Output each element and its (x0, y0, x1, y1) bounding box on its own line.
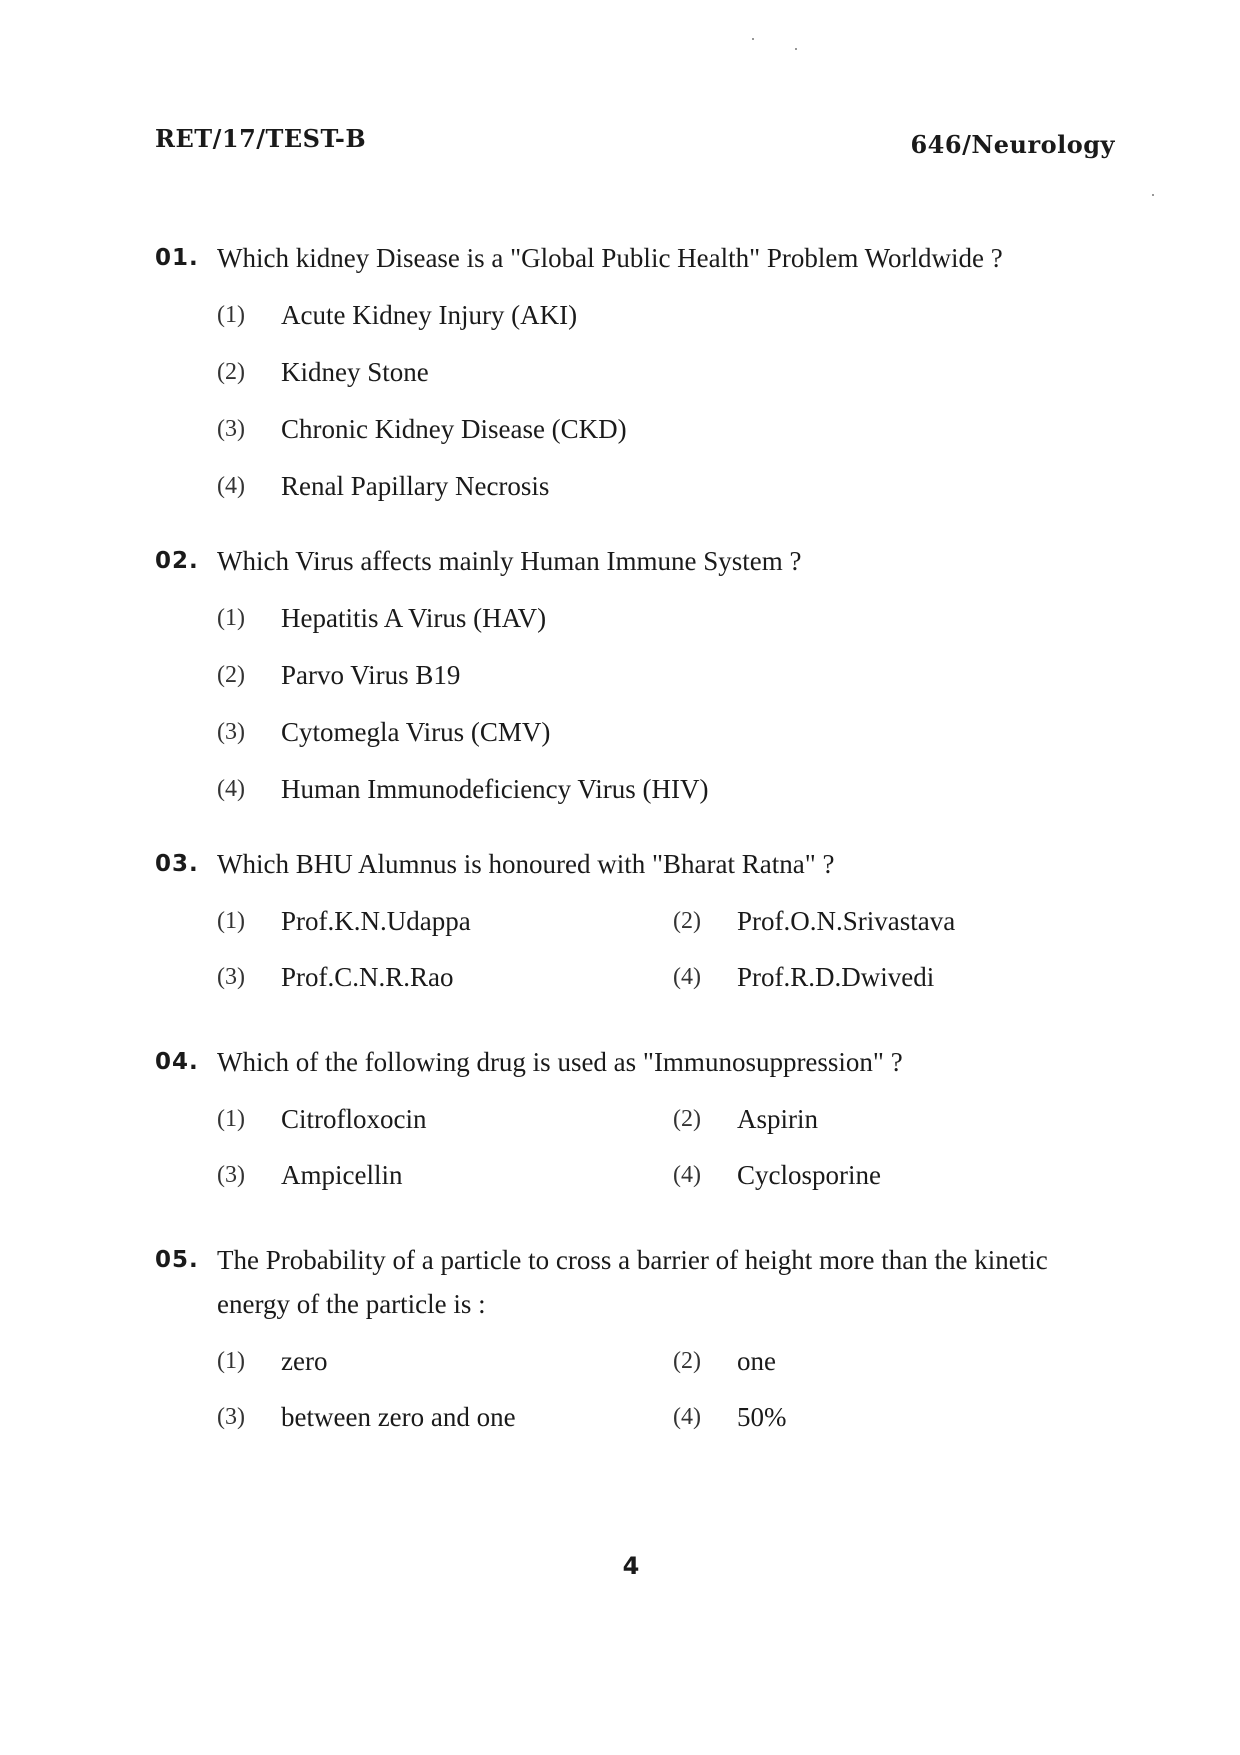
scan-speck (1152, 194, 1154, 196)
question-number: 01. (155, 245, 199, 271)
option-number: (3) (217, 1404, 245, 1430)
question-2 (155, 539, 1115, 812)
answer-option-1 (217, 898, 673, 944)
option-list (155, 595, 1115, 812)
option-number: (1) (217, 1106, 245, 1132)
answer-option-3 (217, 1152, 673, 1198)
option-text: Chronic Kidney Disease (CKD) (281, 414, 627, 444)
scan-speck (752, 38, 754, 40)
question-text: The Probability of a particle to cross a barrier of height more than the kinetic energy of the particle is : (217, 1245, 1048, 1319)
option-number: (2) (217, 662, 245, 688)
answer-option-2 (217, 652, 1115, 698)
answer-option-1 (217, 292, 1115, 338)
option-number: (4) (673, 1162, 701, 1188)
option-text: 50% (737, 1402, 787, 1432)
option-list (155, 1338, 1115, 1450)
option-text: Hepatitis A Virus (HAV) (281, 603, 547, 633)
option-number: (2) (673, 1106, 701, 1132)
question-number: 05. (155, 1247, 199, 1273)
question-text: Which Virus affects mainly Human Immune System ? (217, 546, 802, 576)
option-number: (3) (217, 964, 245, 990)
option-number: (2) (673, 908, 701, 934)
option-text: one (737, 1346, 776, 1376)
answer-option-1 (217, 595, 1115, 641)
option-text: Aspirin (737, 1104, 818, 1134)
question-text: Which of the following drug is used as "Immunosuppression" ? (217, 1047, 903, 1077)
option-number: (3) (217, 719, 245, 745)
answer-option-3 (217, 954, 673, 1000)
answer-option-4 (673, 954, 1115, 1000)
option-number: (1) (217, 908, 245, 934)
option-text: Prof.O.N.Srivastava (737, 906, 956, 936)
page-number: 4 (622, 1552, 640, 1580)
answer-option-2 (673, 1096, 1115, 1142)
question-text: Which kidney Disease is a "Global Public Health" Problem Worldwide ? (217, 243, 1003, 273)
option-number: (1) (217, 302, 245, 328)
option-text: Human Immunodeficiency Virus (HIV) (281, 774, 709, 804)
option-number: (3) (217, 416, 245, 442)
option-text: Kidney Stone (281, 357, 429, 387)
question-number: 03. (155, 851, 199, 877)
option-list (155, 1096, 1115, 1208)
question-3 (155, 842, 1115, 1010)
answer-option-2 (673, 1338, 1115, 1384)
question-stem (155, 539, 1115, 583)
option-text: zero (281, 1346, 328, 1376)
option-text: Prof.C.N.R.Rao (281, 962, 454, 992)
option-number: (3) (217, 1162, 245, 1188)
question-5 (155, 1238, 1115, 1450)
answer-option-2 (217, 349, 1115, 395)
option-number: (4) (217, 473, 245, 499)
question-number: 04. (155, 1049, 199, 1075)
answer-option-3 (217, 1394, 673, 1440)
question-stem (155, 1238, 1115, 1326)
page-header (155, 124, 1115, 164)
question-1 (155, 236, 1115, 509)
option-number: (1) (217, 605, 245, 631)
option-number: (4) (217, 776, 245, 802)
option-text: Citrofloxocin (281, 1104, 427, 1134)
question-stem (155, 842, 1115, 886)
question-stem (155, 1040, 1115, 1084)
answer-option-1 (217, 1338, 673, 1384)
answer-option-4 (217, 766, 1115, 812)
option-text: Ampicellin (281, 1160, 403, 1190)
option-list (155, 898, 1115, 1010)
question-text: Which BHU Alumnus is honoured with "Bharat Ratna" ? (217, 849, 835, 879)
option-text: between zero and one (281, 1402, 516, 1432)
option-text: Renal Papillary Necrosis (281, 471, 550, 501)
answer-option-4 (673, 1394, 1115, 1440)
option-text: Cyclosporine (737, 1160, 881, 1190)
test-code: RET/17/TEST-B (155, 124, 367, 153)
subject-code: 646/Neurology (910, 130, 1115, 159)
option-list (155, 292, 1115, 509)
option-text: Acute Kidney Injury (AKI) (281, 300, 578, 330)
scan-speck (795, 48, 797, 50)
option-text: Prof.R.D.Dwivedi (737, 962, 935, 992)
option-text: Cytomegla Virus (CMV) (281, 717, 551, 747)
answer-option-3 (217, 406, 1115, 452)
option-number: (1) (217, 1348, 245, 1374)
answer-option-3 (217, 709, 1115, 755)
option-text: Parvo Virus B19 (281, 660, 461, 690)
question-4 (155, 1040, 1115, 1208)
option-number: (4) (673, 1404, 701, 1430)
answer-option-2 (673, 898, 1115, 944)
question-number: 02. (155, 548, 199, 574)
option-number: (2) (673, 1348, 701, 1374)
answer-option-1 (217, 1096, 673, 1142)
option-number: (4) (673, 964, 701, 990)
question-stem (155, 236, 1115, 280)
answer-option-4 (217, 463, 1115, 509)
question-list (155, 236, 1115, 1480)
answer-option-4 (673, 1152, 1115, 1198)
option-text: Prof.K.N.Udappa (281, 906, 471, 936)
option-number: (2) (217, 359, 245, 385)
